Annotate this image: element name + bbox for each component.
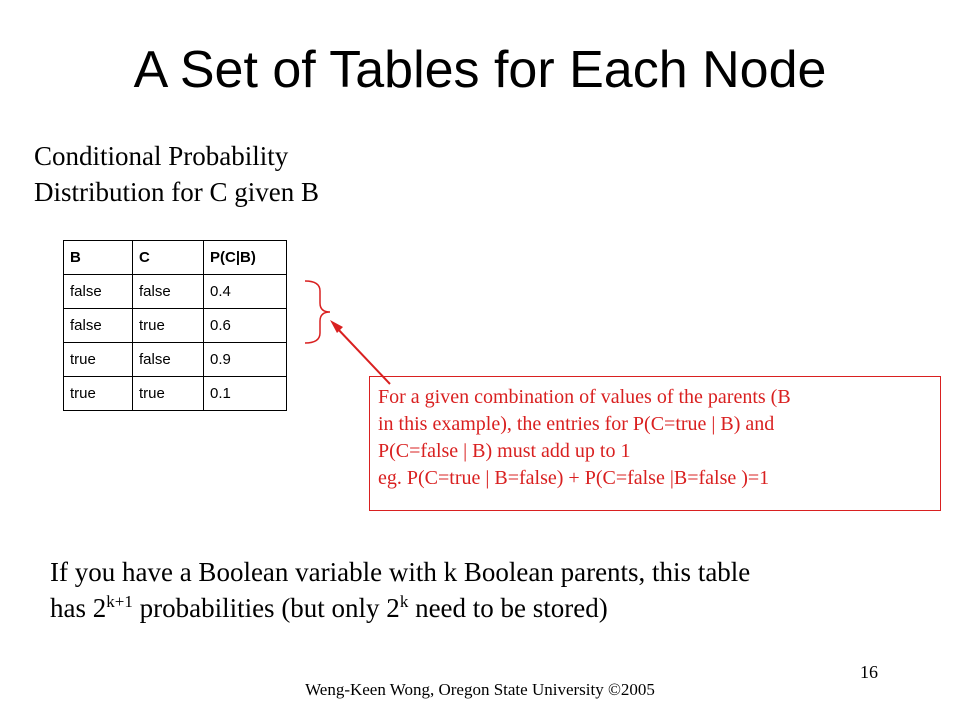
bottom-note-text-b: probabilities (but only 2 <box>132 593 400 623</box>
cell-probability: 0.1 <box>204 377 287 411</box>
slide-number: 16 <box>860 662 878 682</box>
header-b: B <box>64 241 133 275</box>
callout-box <box>369 376 941 511</box>
cell-b: true <box>64 377 133 411</box>
callout-line-4: eg. P(C=true | B=false) + P(C=false |B=false )=1 <box>378 467 770 489</box>
bottom-note-line-1: If you have a Boolean variable with k Boolean parents, this table <box>50 557 751 587</box>
cell-probability: 0.6 <box>204 309 287 343</box>
exponent-k-plus-1: k+1 <box>106 592 133 611</box>
cell-c: true <box>133 309 204 343</box>
header-p-c-given-b: P(C|B) <box>204 241 287 275</box>
brace-shape <box>305 281 330 343</box>
bottom-note-line-2 <box>50 590 930 626</box>
header-c: C <box>133 241 204 275</box>
bottom-note-text-a: has 2 <box>50 593 107 623</box>
slide-title: A Set of Tables for Each Node <box>133 41 827 99</box>
callout-line-3: P(C=false | B) must add up to 1 <box>378 440 631 462</box>
cell-b: false <box>64 309 133 343</box>
callout-line-2: in this example), the entries for P(C=true | B) and <box>378 413 775 435</box>
subtitle-line-2: Distribution for C given B <box>34 177 319 207</box>
cell-c: false <box>133 343 204 377</box>
bottom-note-text-c: need to be stored) <box>408 593 608 623</box>
cell-b: true <box>64 343 133 377</box>
subtitle-line-1: Conditional Probability <box>34 141 289 171</box>
cell-b: false <box>64 275 133 309</box>
cell-c: false <box>133 275 204 309</box>
footer-credit: Weng-Keen Wong, Oregon State University ©2005 <box>305 680 655 699</box>
bottom-note <box>50 554 930 626</box>
callout-line-1: For a given combination of values of the parents (B <box>378 386 791 408</box>
cell-probability: 0.4 <box>204 275 287 309</box>
exponent-k: k <box>399 592 409 611</box>
cell-c: true <box>133 377 204 411</box>
cell-probability: 0.9 <box>204 343 287 377</box>
